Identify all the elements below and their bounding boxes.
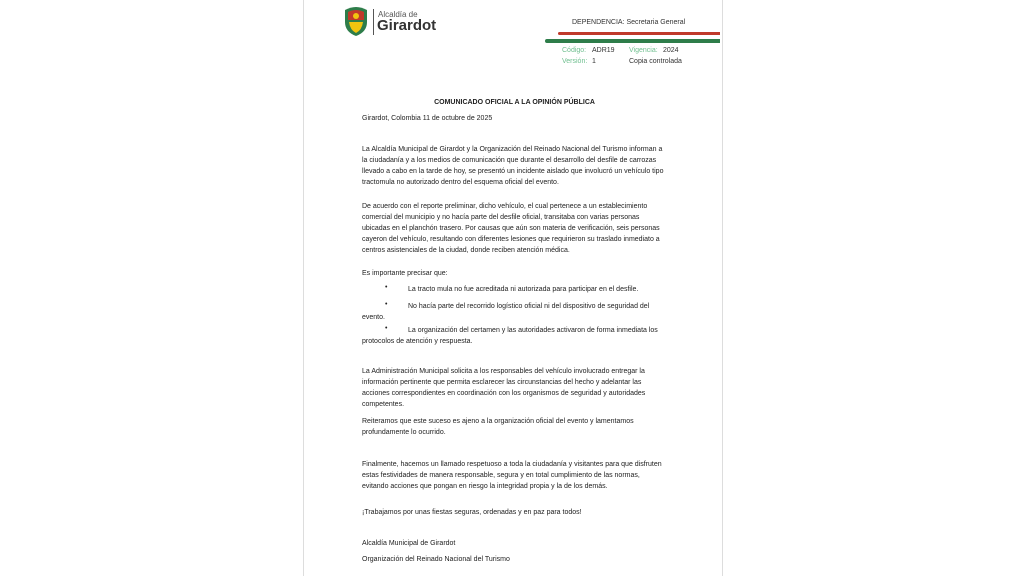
version-value: 1	[592, 58, 596, 65]
paragraph-5: Reiteramos que este suceso es ajeno a la organización oficial del evento y lamentamos profundamente lo ocurrido.	[362, 418, 634, 436]
closing-line: ¡Trabajamos por unas fiestas seguras, ordenadas y en paz para todos!	[362, 509, 582, 516]
bullet-item-2: No hacía parte del recorrido logístico oficial ni del dispositivo de seguridad del evento.	[362, 303, 650, 321]
dependencia: DEPENDENCIA: Secretaria General	[572, 19, 686, 26]
codigo-label: Código:	[562, 47, 587, 54]
bullet: •	[385, 325, 388, 332]
logo-divider	[373, 9, 374, 35]
paragraph-6: Finalmente, hacemos un llamado respetuoso a toda la ciudadanía y visitantes para que disfruten estas festividades de manera responsable, segura y en total cumplimiento de las normas, evitando acciones que pongan en riesgo la integridad propia y la de los demás.	[362, 461, 662, 490]
version-label: Versión:	[562, 58, 588, 65]
bullet-item-1: La tracto mula no fue acreditada ni autorizada para participar en el desfile.	[408, 286, 639, 293]
logo-text-small: Alcaldía de	[378, 10, 418, 19]
bullet-item-3: La organización del certamen y las autoridades activaron de forma inmediata los protocolos de atención y respuesta.	[362, 327, 658, 345]
signature-1: Alcaldía Municipal de Girardot	[362, 540, 456, 547]
header-red-bar	[558, 32, 720, 35]
vigencia-label: Vigencia:	[629, 47, 658, 54]
date-line: Girardot, Colombia 11 de octubre de 2025	[362, 115, 493, 122]
logo-text-big: Girardot	[377, 17, 437, 34]
copia-controlada: Copia controlada	[629, 58, 682, 65]
vigencia-value: 2024	[663, 47, 679, 54]
bullet: •	[385, 301, 388, 308]
coat-of-arms-logo	[343, 6, 369, 36]
signature-2: Organización del Reinado Nacional del Turismo	[362, 556, 510, 563]
paragraph-4: La Administración Municipal solicita a los responsables del vehículo involucrado entregar la información pertinente que permita esclarecer las circunstancias del hecho y adelantar las acciones correspondientes en coordinación con los organismos de seguridad y autoridades competentes.	[362, 368, 646, 408]
paragraph-2: De acuerdo con el reporte preliminar, dicho vehículo, el cual pertenece a un establecimiento comercial del municipio y no hacía parte del desfile oficial, transitaba con varias personas ubicadas en el planchón trasero. Por causas que aún son materia de verificación, seis personas cayeron del vehículo, resultando con diferentes lesiones que requirieron su traslado inmediato a centros asistenciales de la ciudad, donde reciben atención médica.	[362, 203, 660, 254]
paragraph-1: La Alcaldía Municipal de Girardot y la Organización del Reinado Nacional del Turismo informan a la ciudadanía y a los medios de comunicación que durante el desarrollo del desfile de carrozas llevado a cabo en la tarde de hoy, se presentó un incidente aislado que involucró un vehículo tipo tractomula no autorizado dentro del esquema oficial del evento.	[362, 146, 664, 186]
bullet: •	[385, 284, 388, 291]
codigo-value: ADR19	[592, 47, 615, 54]
paragraph-3: Es importante precisar que:	[362, 270, 448, 277]
header-green-bar	[545, 39, 720, 43]
document-title: COMUNICADO OFICIAL A LA OPINIÓN PÚBLICA	[434, 99, 595, 106]
